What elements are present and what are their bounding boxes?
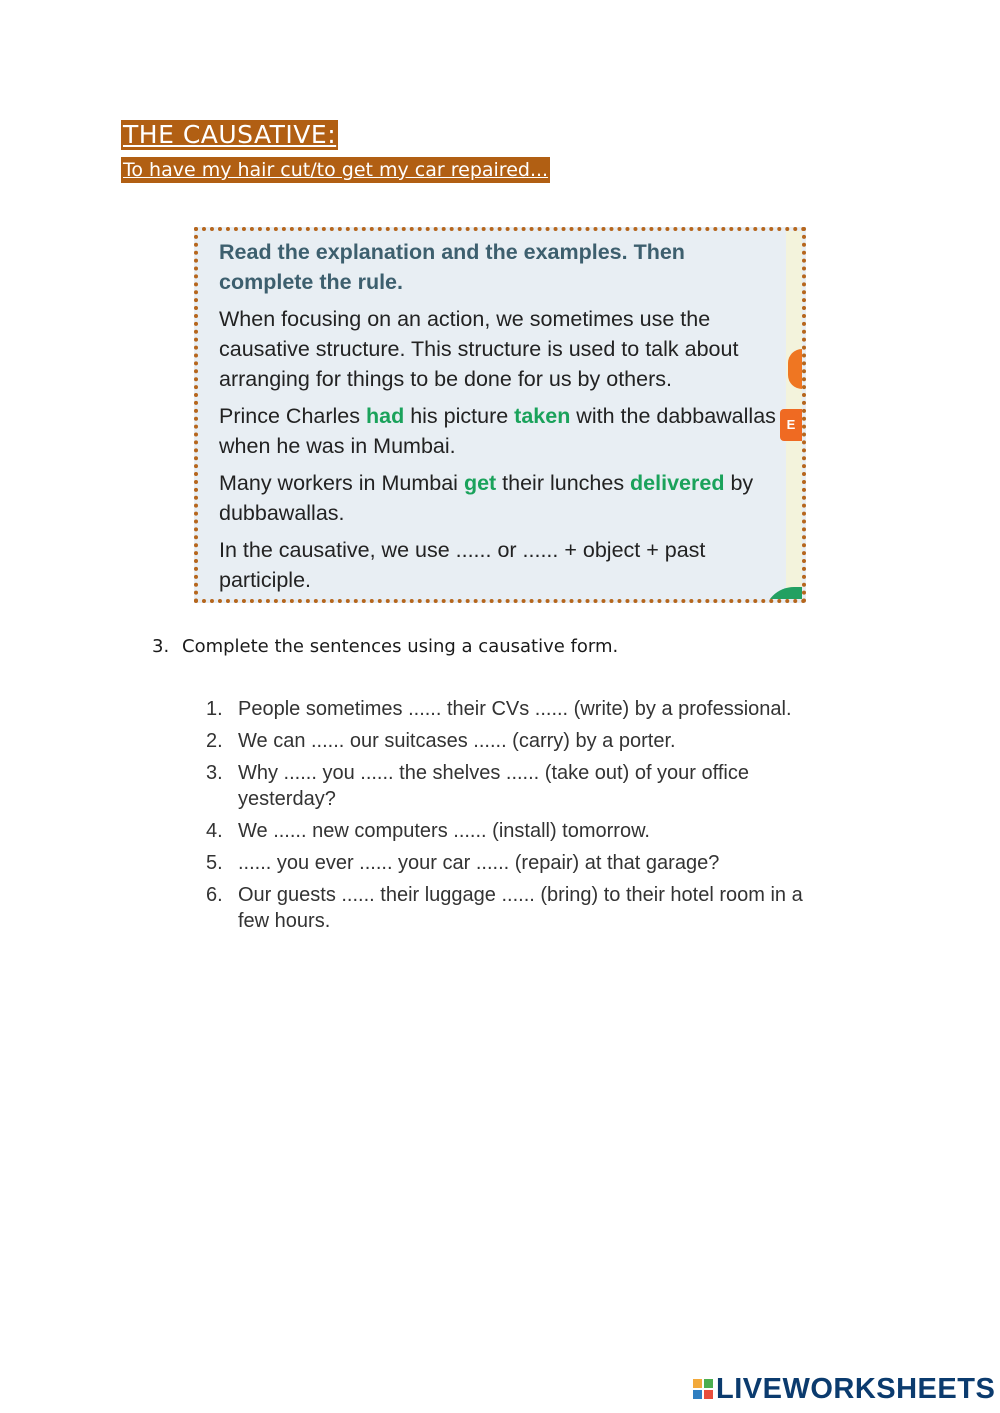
item-number: 5. [206,852,223,874]
item-number: 6. [206,884,223,906]
liveworksheets-logo[interactable] [693,1372,995,1406]
item-number: 1. [206,698,223,720]
rule-explanation: When focusing on an action, we sometimes use the causative structure. This structure is used to talk about arranging for things to be done for us by others. [219,307,739,391]
grammar-rule-box [194,227,806,603]
logo-square-l [693,1379,702,1388]
highlight-participle: taken [514,404,571,428]
example-text: with the dabbawallas when he was in Mumbai. [219,404,776,458]
orange-side-tab [788,349,802,389]
exercise-item [206,696,806,722]
example-text: their lunches [496,471,631,495]
example-sentence-2 [219,468,779,528]
rule-heading: Read the explanation and the examples. Then complete the rule. [219,240,685,294]
item-text: We can ...... our suitcases ...... (carry) by a porter. [238,730,676,752]
item-number: 4. [206,820,223,842]
logo-square-v [693,1390,702,1399]
example-text: by dubbawallas. [219,471,754,525]
liveworksheets-logo-icon [693,1379,713,1399]
exercise-list [206,696,806,940]
item-number: 2. [206,730,223,752]
item-text: Our guests ...... their luggage ...... (bring) to their hotel room in a few hours. [238,884,803,932]
highlight-participle: delivered [630,471,725,495]
example-text: his picture [404,404,515,428]
instruction-number: 3. [152,636,170,657]
highlight-verb: get [463,471,497,495]
item-text: ...... you ever ...... your car ...... (repair) at that garage? [238,852,720,874]
logo-text: LIVEWORKSHEETS [716,1373,996,1405]
item-text: We ...... new computers ...... (install) tomorrow. [238,820,650,842]
logo-square-i [704,1379,713,1388]
exercise-item [206,728,806,754]
exercise-item [206,882,806,934]
exercise-instruction [152,634,618,660]
page-subtitle: To have my hair cut/to get my car repaired... [123,159,549,181]
highlight-verb: had [365,404,405,428]
side-tab-e: E [780,409,802,441]
example-sentence-1 [219,401,779,461]
item-text: People sometimes ...... their CVs ...... (write) by a professional. [238,698,792,720]
example-text: Many workers in Mumbai [219,471,464,495]
exercise-item [206,760,806,812]
exercise-item [206,850,806,876]
item-number: 3. [206,762,223,784]
exercise-item [206,818,806,844]
rule-content [219,237,779,602]
item-text: Why ...... you ...... the shelves ...... (take out) of your office yesterday? [238,762,749,810]
instruction-text: Complete the sentences using a causative form. [182,636,619,657]
example-text: Prince Charles [219,404,366,428]
logo-square-e [704,1390,713,1399]
rule-statement: In the causative, we use ...... or ...... + object + past participle. [219,538,706,592]
page-title: THE CAUSATIVE: [123,120,337,149]
